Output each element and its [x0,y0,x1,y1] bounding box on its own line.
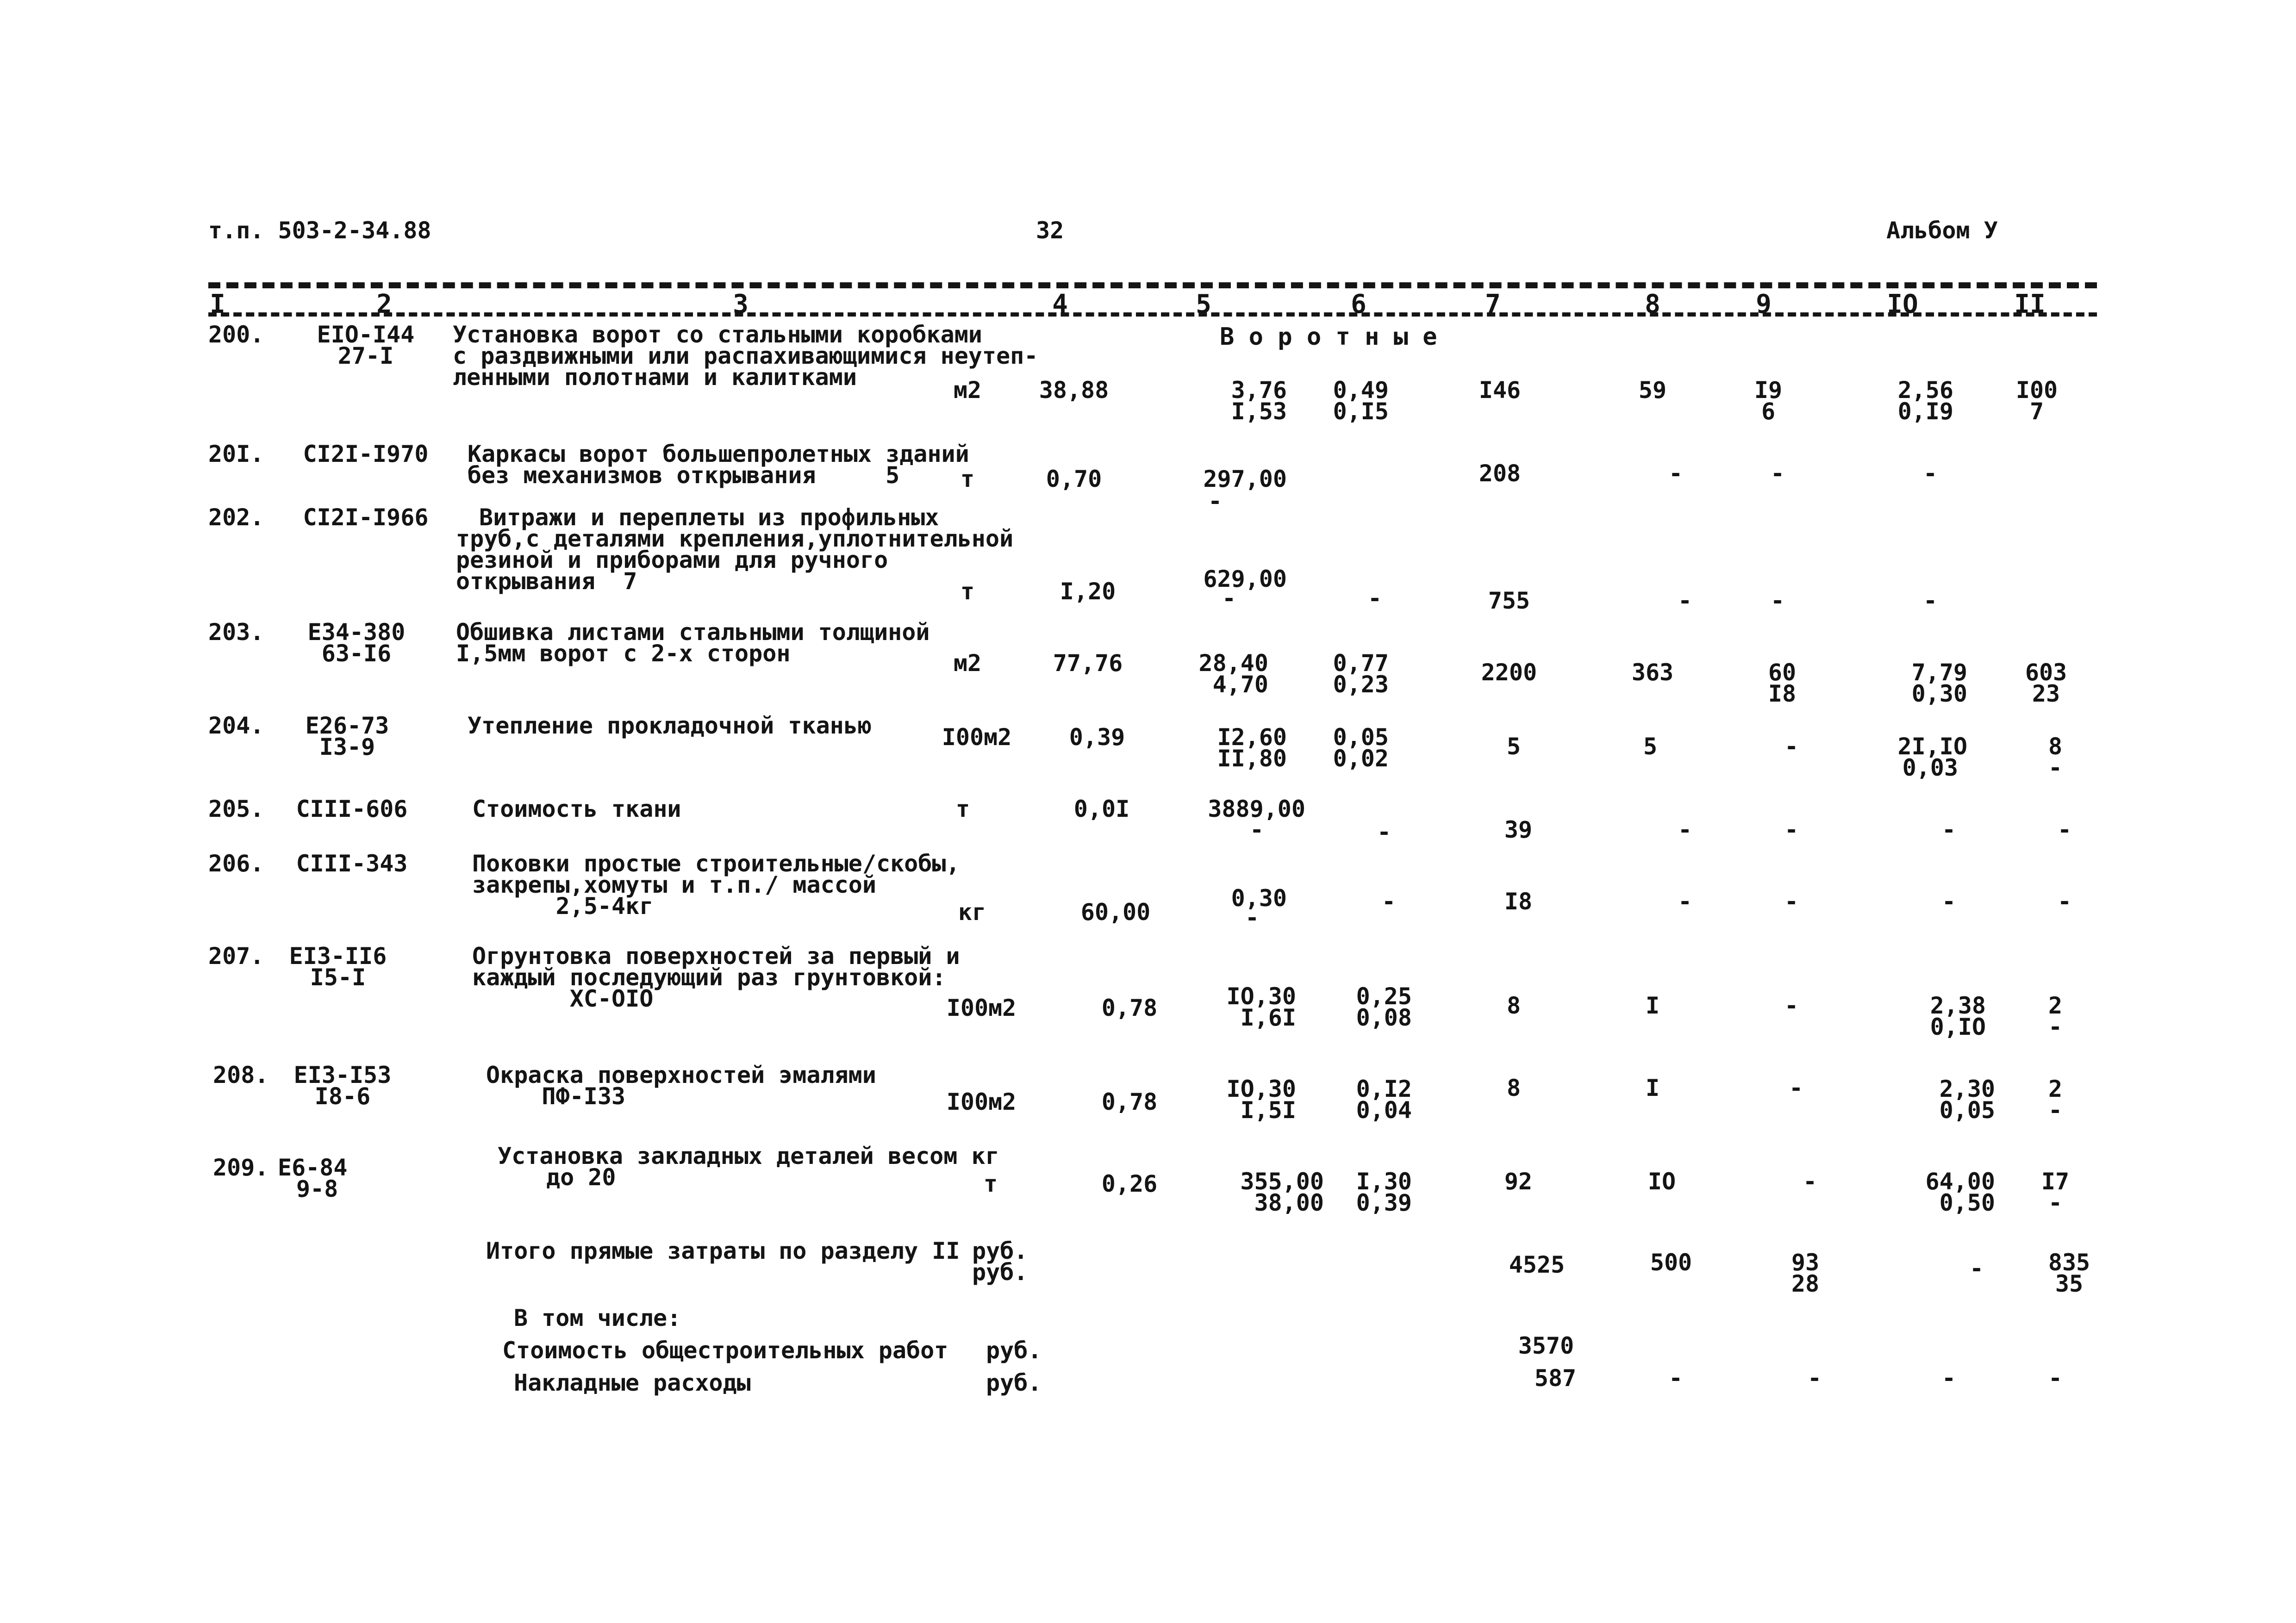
col-num-8: 8 [1645,289,1660,319]
row-unit: т [960,578,975,605]
row-quantity: 77,76 [1053,650,1123,677]
overhead-col7: 587 [1534,1365,1577,1392]
totals-col11: 835 [2048,1249,2090,1276]
row-col7: I46 [1479,377,1521,404]
row-col7: 39 [1504,816,1533,843]
row-code-sub: I8-6 [314,1083,371,1110]
row-description: с раздвижными или распахивающимися неутеп- [453,342,1038,369]
row-col11-sub: - [2048,754,2063,781]
row-code-sub: 63-I6 [321,640,392,667]
row-col9: - [1770,460,1785,487]
row-col6-sub: 0,08 [1356,1004,1412,1031]
row-quantity: 0,78 [1101,995,1158,1021]
overhead-unit: руб. [986,1369,1042,1396]
general-works-unit: руб. [986,1337,1042,1364]
row-col10-sub: 0,50 [1939,1189,1995,1216]
row-number: 205. [208,796,264,822]
row-col8: IO [1647,1168,1676,1195]
row-code: СI2I-I966 [303,504,429,531]
row-number: 206. [208,850,264,877]
row-col5: 355,00 [1240,1168,1324,1195]
row-description: Каркасы ворот большепролетных зданий [468,441,969,467]
row-description: резиной и приборами для ручного [456,547,888,573]
album-label: Альбом У [1886,217,1998,244]
row-number: 200. [208,321,264,348]
row-col7: I8 [1504,888,1533,915]
totals-col9: 93 [1791,1249,1820,1276]
row-col11: - [2057,888,2072,915]
row-col8: - [1668,460,1683,487]
row-col6-sub: 0,I5 [1333,398,1389,425]
row-description: Витражи и переплеты из профильных [479,504,939,531]
row-col8: I [1645,992,1660,1019]
row-col9-sub: I8 [1768,680,1797,707]
row-col5-sub: - [1245,904,1260,931]
row-quantity: 0,39 [1069,724,1125,751]
row-quantity: 0,78 [1101,1088,1158,1115]
overhead-col11: - [2048,1365,2063,1392]
row-col10: 2,30 [1939,1076,1995,1102]
row-code: ЕI3-I53 [293,1062,392,1088]
totals-unit: руб. [972,1259,1028,1286]
col-num-3: 3 [733,289,749,319]
col-num-2: 2 [376,289,392,319]
row-col8: - [1678,888,1692,915]
row-code-sub: I3-9 [319,734,375,760]
row-col9: - [1784,733,1799,760]
row-number: 209. [213,1154,269,1181]
totals-label: Итого прямые затраты по разделу II [486,1237,960,1264]
row-col10-sub: 0,I9 [1897,398,1953,425]
overhead-col10: - [1941,1365,1956,1392]
row-description: Утепление прокладочной тканью [468,712,872,739]
row-col7: 8 [1506,1075,1521,1101]
row-unit: м2 [953,650,982,677]
row-code: СIII-343 [296,850,408,877]
row-col7: 2200 [1481,659,1537,686]
col-num-5: 5 [1196,289,1211,319]
row-col10-sub: 0,30 [1911,680,1967,707]
row-description: до 20 [546,1164,616,1191]
row-col5-sub: I,53 [1231,398,1287,425]
row-col5: 3889,00 [1208,796,1305,822]
row-col6-sub: 0,23 [1333,671,1389,698]
row-quantity: 60,00 [1080,899,1151,926]
row-unit: I00м2 [942,724,1012,751]
row-col11: I7 [2041,1168,2070,1195]
row-number: 207. [208,943,264,970]
row-description: Установка закладных деталей весом кг [498,1143,999,1169]
row-col5: 3,76 [1231,377,1287,404]
row-col9: I9 [1754,377,1783,404]
col-num-9: 9 [1756,289,1772,319]
row-col7: 5 [1506,733,1521,760]
row-col11: I00 [2015,377,2058,404]
col-num-11: II [2014,289,2046,319]
row-col9: - [1784,888,1799,915]
row-description: ленными полотнами и калитками [453,364,857,391]
totals-col10: - [1969,1255,1984,1282]
row-col6: 0,I2 [1356,1076,1412,1102]
row-unit: I00м2 [946,1088,1017,1115]
row-col11: 603 [2025,659,2067,686]
row-number: 203. [208,619,264,646]
row-col5-sub: I,6I [1240,1004,1296,1031]
row-col11-sub: - [2048,1097,2063,1124]
row-description: ХС-OIO [472,985,654,1012]
row-unit: т [983,1170,998,1197]
row-col10: - [1923,587,1938,614]
row-col10: - [1941,888,1956,915]
row-quantity: 0,26 [1101,1170,1158,1197]
row-col9: - [1784,816,1799,843]
totals-col7: 4525 [1509,1251,1565,1278]
row-col5: IO,30 [1226,1076,1296,1102]
col-num-10: IO [1887,289,1918,319]
row-description: каждый последующий раз грунтовкой: [472,964,946,991]
row-col5: I2,60 [1217,724,1287,751]
row-description: труб,с деталями крепления,уплотнительной [456,525,1014,552]
row-col11: - [2057,816,2072,843]
row-description: Окраска поверхностей эмалями [486,1062,876,1088]
row-col7: 208 [1479,460,1521,487]
row-col5-sub: I,5I [1240,1097,1296,1124]
row-col11: 8 [2048,733,2063,760]
row-col6-sub: 0,39 [1356,1189,1412,1216]
row-col7: 8 [1506,992,1521,1019]
row-col6: I,30 [1356,1168,1412,1195]
row-col5-sub: - [1250,816,1264,843]
header-rule-bottom [208,312,2097,317]
row-unit: кг [958,899,986,926]
row-description: Стоимость ткани [472,796,681,822]
row-col10: 2I,IO [1897,733,1967,760]
row-col6: 0,25 [1356,983,1412,1010]
row-col5-sub: 4,70 [1212,671,1268,698]
row-description: ПФ-I33 [486,1083,626,1110]
row-unit: т [955,796,970,822]
row-unit: м2 [953,377,982,404]
row-code-sub: I5-I [310,964,366,991]
overhead-col8: - [1668,1365,1683,1392]
row-col5-sub: - [1208,488,1223,515]
row-unit: т [960,466,975,492]
row-description: Установка ворот со стальными коробками [453,321,982,348]
row-description: Обшивка листами стальными толщиной [456,619,930,646]
general-works-label: Стоимость общестроительных работ [502,1337,948,1364]
row-col10-sub: 0,IO [1930,1014,1986,1040]
row-col6: 0,77 [1333,650,1389,677]
row-col10-sub: 0,03 [1902,754,1958,781]
col-num-6: 6 [1351,289,1366,319]
row-col11-sub: - [2048,1189,2063,1216]
row-code: Е26-73 [305,712,389,739]
row-col10: 7,79 [1911,659,1967,686]
row-col11-sub: - [2048,1014,2063,1040]
section-title: В о р о т н ы е [1220,323,1437,351]
row-col10: 2,56 [1897,377,1953,404]
row-col11-sub: 7 [2029,398,2044,425]
row-col8: - [1678,816,1692,843]
totals-col9-sub: 28 [1791,1270,1820,1297]
row-col7: 92 [1504,1168,1533,1195]
row-col6-sub: 0,02 [1333,745,1389,772]
page-number: 32 [1036,217,1064,244]
row-col10: - [1923,460,1938,487]
totals-col8: 500 [1650,1249,1692,1276]
row-col9: 60 [1768,659,1797,686]
row-col8: 5 [1643,733,1658,760]
row-col10: 64,00 [1925,1168,1995,1195]
row-col6: 0,05 [1333,724,1389,751]
col-num-4: 4 [1052,289,1068,319]
row-col6: 0,49 [1333,377,1389,404]
including-label: В том числе: [514,1305,681,1331]
row-code: Е34-380 [307,619,406,646]
row-code: СIII-606 [296,796,408,822]
row-number: 204. [208,712,264,739]
row-description: Поковки простые строительные/скобы, [472,850,960,877]
row-col5: 297,00 [1203,466,1287,492]
row-code-sub: 27-I [337,342,394,369]
col-num-7: 7 [1485,289,1501,319]
totals-unit: руб. [972,1237,1028,1264]
row-quantity: 38,88 [1039,377,1109,404]
row-col10-sub: 0,05 [1939,1097,1995,1124]
overhead-col9: - [1807,1365,1822,1392]
general-works-col7: 3570 [1518,1332,1574,1359]
row-code-sub: 9-8 [296,1175,338,1202]
row-col11: 2 [2048,1076,2063,1102]
row-code: СI2I-I970 [303,441,429,467]
row-col5: 0,30 [1231,885,1287,912]
row-description: открывания 7 [456,568,637,595]
row-col5: IO,30 [1226,983,1296,1010]
document-code: т.п. 503-2-34.88 [208,217,431,244]
row-col11: 2 [2048,992,2063,1019]
row-col9: - [1770,587,1785,614]
totals-col11-sub: 35 [2055,1270,2084,1297]
row-col5: 28,40 [1198,650,1268,677]
row-quantity: 0,0I [1073,796,1130,822]
row-description: без механизмов открывания 5 [468,462,900,489]
row-quantity: 0,70 [1046,466,1102,492]
row-col8: I [1645,1075,1660,1101]
row-col5-sub: 38,00 [1254,1189,1324,1216]
row-col9-sub: 6 [1761,398,1776,425]
col-num-1: I [210,289,225,319]
row-description: I,5мм ворот с 2-х сторон [456,640,791,667]
row-code: ЕI3-II6 [289,943,387,970]
row-code: Е6-84 [278,1154,348,1181]
row-col6: - [1367,585,1382,612]
row-description: 2,5-4кг [472,893,654,920]
row-col10: - [1941,816,1956,843]
row-number: 202. [208,504,264,531]
row-number: 208. [213,1062,269,1088]
row-col5: 629,00 [1203,566,1287,592]
header-rule-top [208,282,2097,288]
row-col7: 755 [1488,587,1530,614]
row-col6: - [1381,888,1396,915]
row-col11-sub: 23 [2032,680,2060,707]
row-col10: 2,38 [1930,992,1986,1019]
overhead-label: Накладные расходы [514,1369,751,1396]
row-col6: - [1377,819,1391,846]
row-col9: - [1784,992,1799,1019]
row-col9: - [1789,1075,1803,1101]
row-number: 20I. [208,441,264,467]
row-description: закрепы,хомуты и т.п./ массой [472,871,876,898]
row-unit: I00м2 [946,995,1017,1021]
row-quantity: I,20 [1060,578,1116,605]
row-col8: 59 [1638,377,1667,404]
row-col8: 363 [1631,659,1674,686]
row-col9: - [1803,1168,1817,1195]
row-col5-sub: - [1222,585,1236,612]
row-col6-sub: 0,04 [1356,1097,1412,1124]
row-col5-sub: II,80 [1217,745,1287,772]
row-description: Огрунтовка поверхностей за первый и [472,943,960,970]
row-code: ЕIO-I44 [317,321,415,348]
row-col8: - [1678,587,1692,614]
